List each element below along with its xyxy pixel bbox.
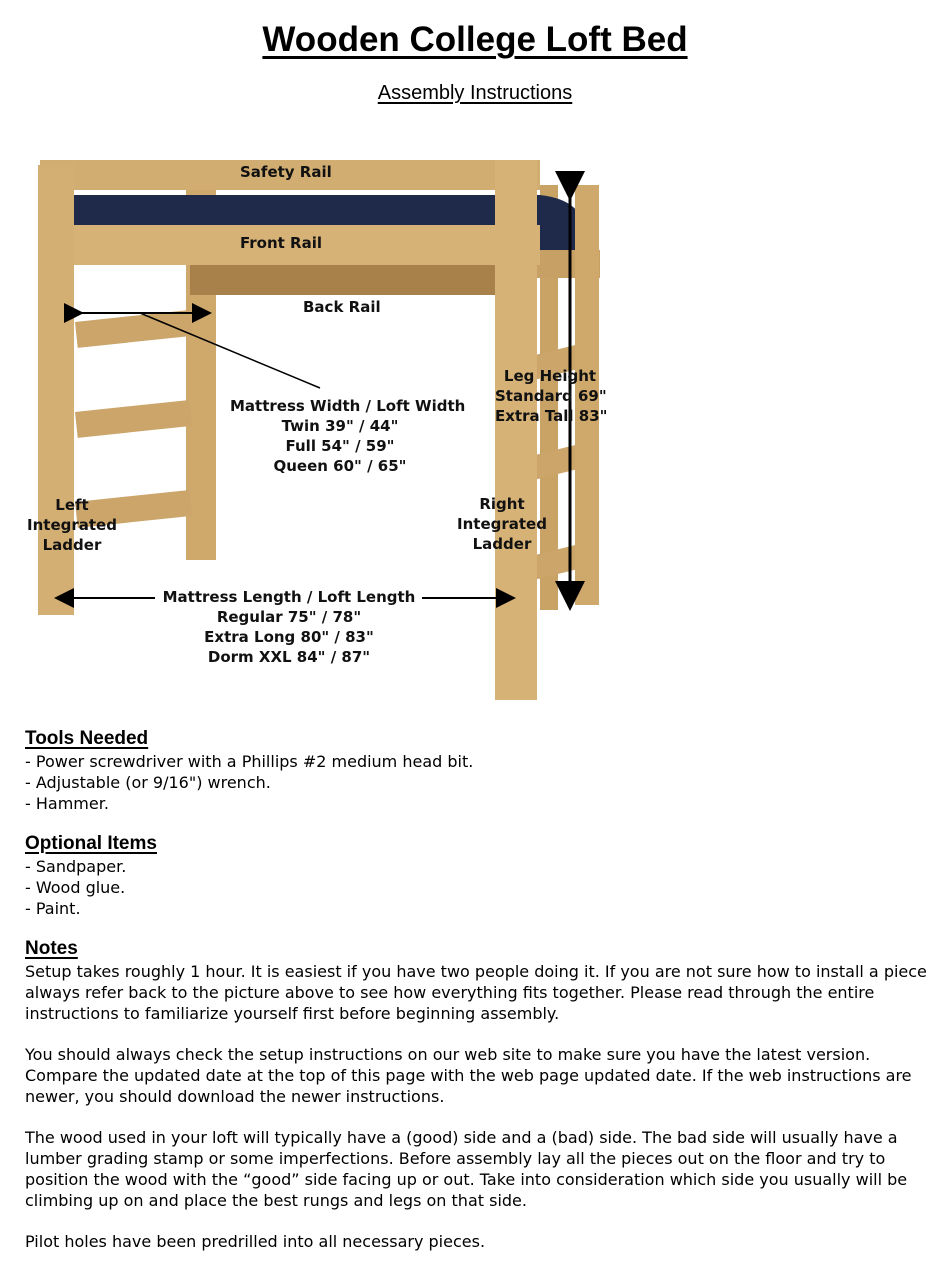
- front-rail-label: Front Rail: [240, 234, 323, 252]
- right-ladder-label: Right Integrated Ladder: [457, 495, 547, 553]
- notes-paragraph: Pilot holes have been predrilled into all necessary pieces.: [25, 1232, 486, 1251]
- optional-item: - Paint.: [25, 899, 81, 918]
- leg-height-label: Leg Height Standard 69" Extra Tall 83": [495, 367, 608, 425]
- optional-section: [25, 832, 930, 919]
- notes-heading: Notes: [25, 938, 78, 959]
- ladder-rung: [75, 400, 192, 438]
- document-title: Wooden College Loft Bed: [262, 20, 688, 59]
- width-leader-line: [140, 313, 320, 388]
- notes-section: [25, 937, 930, 1272]
- ladder-rung: [75, 310, 192, 348]
- optional-item: - Sandpaper.: [25, 857, 127, 876]
- left-ladder-label: Left Integrated Ladder: [27, 496, 117, 554]
- back-rail-label: Back Rail: [303, 298, 381, 316]
- back-rail: [190, 265, 530, 295]
- document-subtitle: Assembly Instructions: [377, 82, 573, 104]
- tools-heading: Tools Needed: [25, 728, 149, 749]
- loft-bed-diagram: [0, 140, 650, 710]
- optional-heading: Optional Items: [25, 833, 157, 854]
- mattress-width-label: Mattress Width / Loft Width Twin 39" / 44" Full 54" / 59" Queen 60" / 65": [230, 397, 466, 475]
- tools-section: [25, 727, 930, 814]
- tool-item: - Adjustable (or 9/16") wrench.: [25, 773, 271, 792]
- optional-item: - Wood glue.: [25, 878, 126, 897]
- tool-item: - Power screwdriver with a Phillips #2 medium head bit.: [25, 752, 474, 771]
- front-right-leg: [495, 160, 537, 700]
- tool-item: - Hammer.: [25, 794, 109, 813]
- notes-paragraph: Setup takes roughly 1 hour. It is easiest if you have two people doing it. If you are not sure how to install a piece always refer back to the picture above to see how everything fits together. Please read through the entire instructions to familiarize yourself first before beginning assembly.: [25, 962, 927, 1023]
- mattress-length-label: Mattress Length / Loft Length Regular 75" / 78" Extra Long 80" / 83" Dorm XXL 84" / 87": [162, 588, 416, 666]
- notes-paragraph: The wood used in your loft will typically have a (good) side and a (bad) side. The bad side will usually have a lumber grading stamp or some imperfections. Before assembly lay all the pieces out on the floor and try to position the wood with the “good” side facing up or out. Take into consideration which side you usually will be climbing up on and place the best rungs and legs on that side.: [25, 1128, 908, 1210]
- safety-rail-label: Safety Rail: [240, 163, 332, 181]
- notes-paragraph: You should always check the setup instructions on our web site to make sure you have the latest version. Compare the updated date at the top of this page with the web page updated date. If the web instructions are newer, you should download the newer instructions.: [25, 1045, 912, 1106]
